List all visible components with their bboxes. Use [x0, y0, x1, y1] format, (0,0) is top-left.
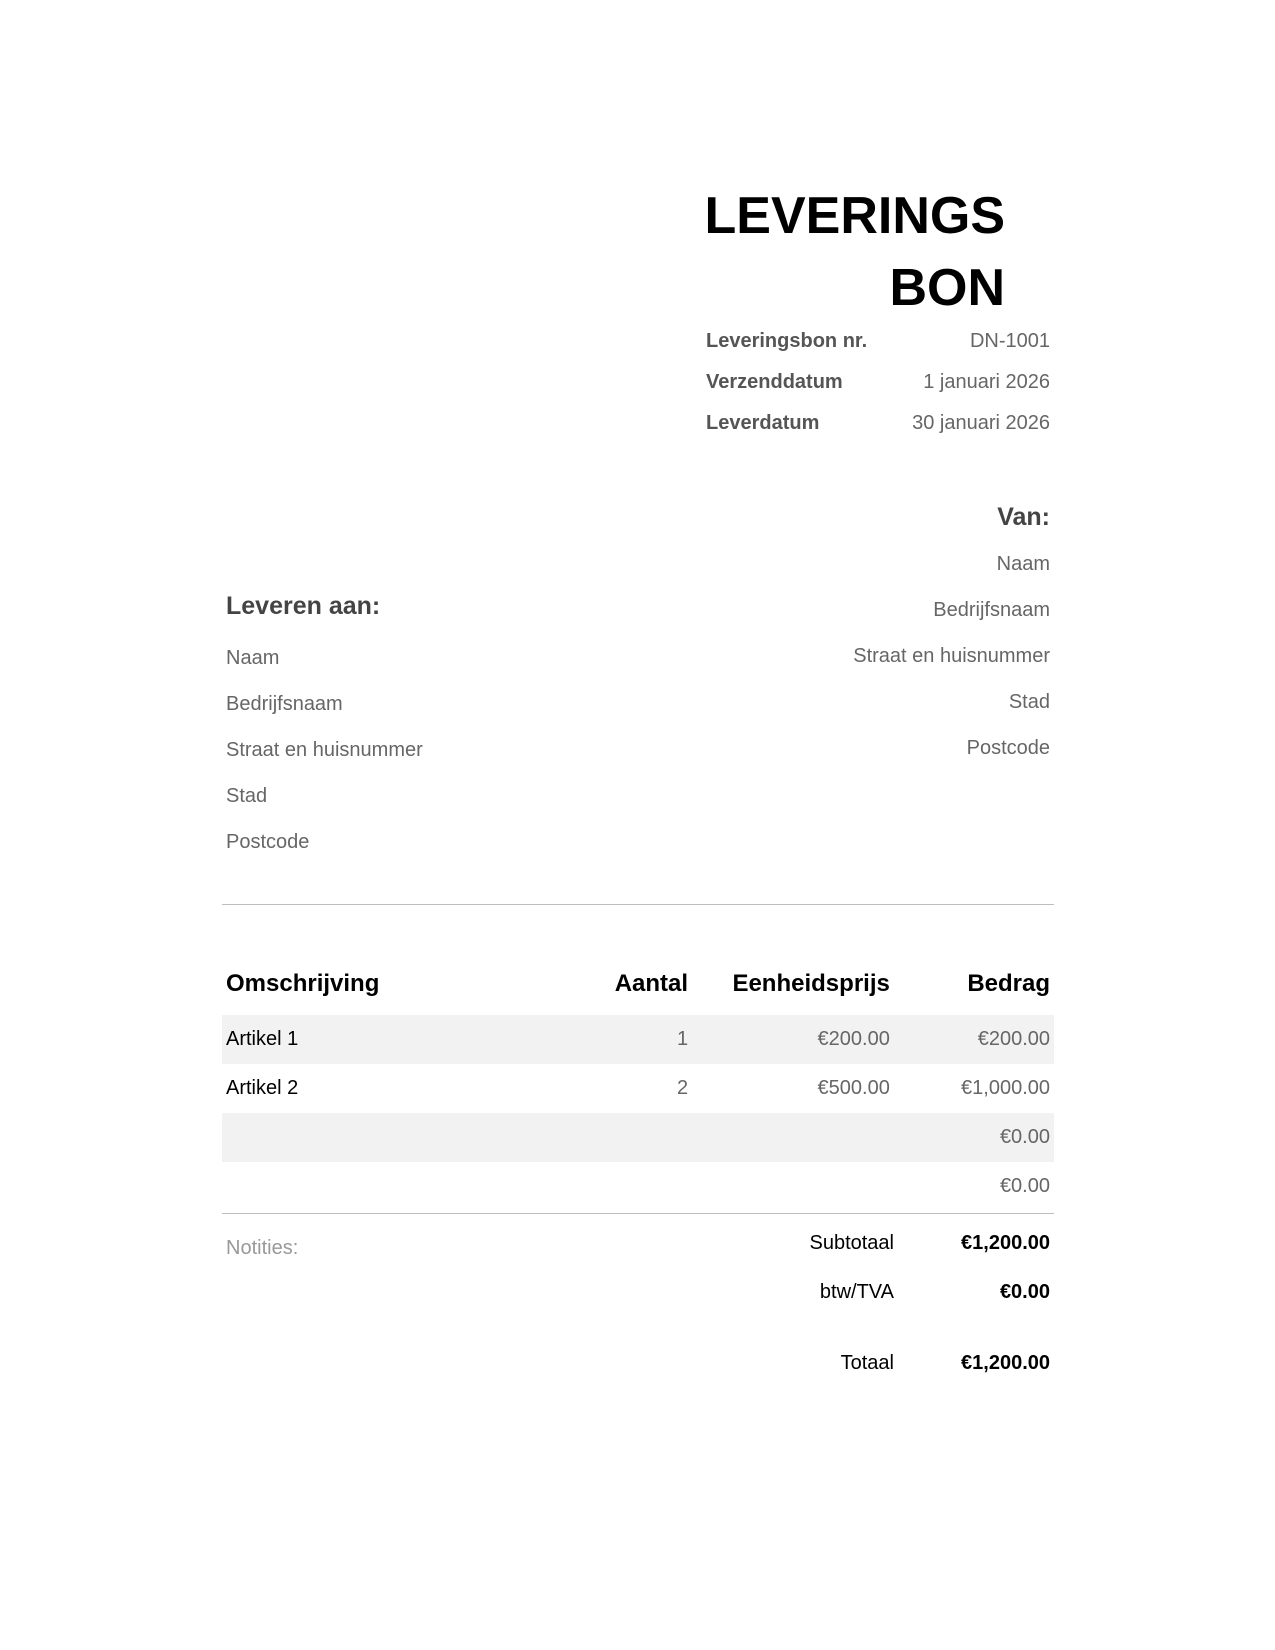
- cell-amount: €200.00: [894, 1015, 1054, 1064]
- table-row: [222, 1064, 1054, 1113]
- divider: [222, 1213, 1054, 1214]
- title-line-2: BON: [889, 259, 1005, 317]
- document-meta: [706, 330, 1050, 453]
- document-title: [705, 180, 1006, 324]
- cell-description: Artikel 2: [226, 1077, 299, 1099]
- meta-label: Verzenddatum: [706, 371, 843, 393]
- table-header-row: [222, 970, 1054, 1015]
- divider: [222, 904, 1054, 905]
- tax-value: €0.00: [999, 1281, 1050, 1303]
- recipient-street: Straat en huisnummer: [226, 739, 423, 761]
- sender-block: [650, 503, 1050, 783]
- cell-unit-price: [692, 1113, 894, 1162]
- cell-quantity: 1: [559, 1015, 692, 1064]
- subtotal-value: €1,200.00: [961, 1232, 1050, 1254]
- column-header-amount: Bedrag: [967, 970, 1050, 997]
- items-table: [222, 970, 1054, 1211]
- cell-unit-price: €500.00: [817, 1077, 890, 1099]
- meta-row-ship-date: [706, 371, 1050, 412]
- tax-label: btw/TVA: [819, 1281, 894, 1303]
- cell-unit-price: [692, 1162, 894, 1211]
- meta-row-number: [706, 330, 1050, 371]
- subtotal-label: Subtotaal: [809, 1232, 894, 1254]
- recipient-city: Stad: [226, 785, 268, 807]
- recipient-name: Naam: [226, 647, 280, 669]
- cell-description: Artikel 1: [222, 1015, 559, 1064]
- cell-quantity: 2: [676, 1077, 689, 1099]
- cell-quantity: [559, 1162, 692, 1211]
- title-line-1: LEVERINGS: [704, 187, 1005, 245]
- meta-value: DN-1001: [969, 330, 1050, 352]
- sender-postcode: Postcode: [966, 737, 1050, 759]
- sender-street: Straat en huisnummer: [853, 645, 1050, 667]
- meta-row-delivery-date: [706, 412, 1050, 453]
- total-label: Totaal: [840, 1352, 894, 1374]
- table-row: [222, 1113, 1054, 1162]
- recipient-heading: Leveren aan:: [226, 592, 381, 620]
- table-row: [222, 1015, 1054, 1064]
- cell-description: [222, 1113, 559, 1162]
- cell-unit-price: €200.00: [692, 1015, 894, 1064]
- cell-amount: €0.00: [999, 1175, 1050, 1197]
- meta-label: Leveringsbon nr.: [706, 330, 868, 352]
- recipient-postcode: Postcode: [226, 831, 310, 853]
- sender-heading: Van:: [997, 503, 1050, 531]
- sender-city: Stad: [1008, 691, 1050, 713]
- subtotal-row: [590, 1232, 1050, 1255]
- recipient-company: Bedrijfsnaam: [226, 693, 343, 715]
- meta-value: 30 januari 2026: [912, 412, 1050, 434]
- column-header-description: Omschrijving: [226, 970, 380, 997]
- cell-amount: €0.00: [894, 1113, 1054, 1162]
- total-value: €1,200.00: [961, 1352, 1050, 1374]
- cell-amount: €1,000.00: [961, 1077, 1050, 1099]
- meta-label: Leverdatum: [706, 412, 820, 434]
- cell-description: [222, 1162, 559, 1211]
- cell-quantity: [559, 1113, 692, 1162]
- total-row: [590, 1352, 1050, 1375]
- column-header-quantity: Aantal: [614, 970, 689, 997]
- recipient-block: [226, 592, 626, 877]
- tax-row: [590, 1281, 1050, 1304]
- sender-name: Naam: [996, 553, 1050, 575]
- sender-company: Bedrijfsnaam: [933, 599, 1050, 621]
- meta-value: 1 januari 2026: [923, 371, 1050, 393]
- notes-label: Notities:: [226, 1237, 299, 1259]
- column-header-unit-price: Eenheidsprijs: [732, 970, 890, 997]
- table-row: [222, 1162, 1054, 1211]
